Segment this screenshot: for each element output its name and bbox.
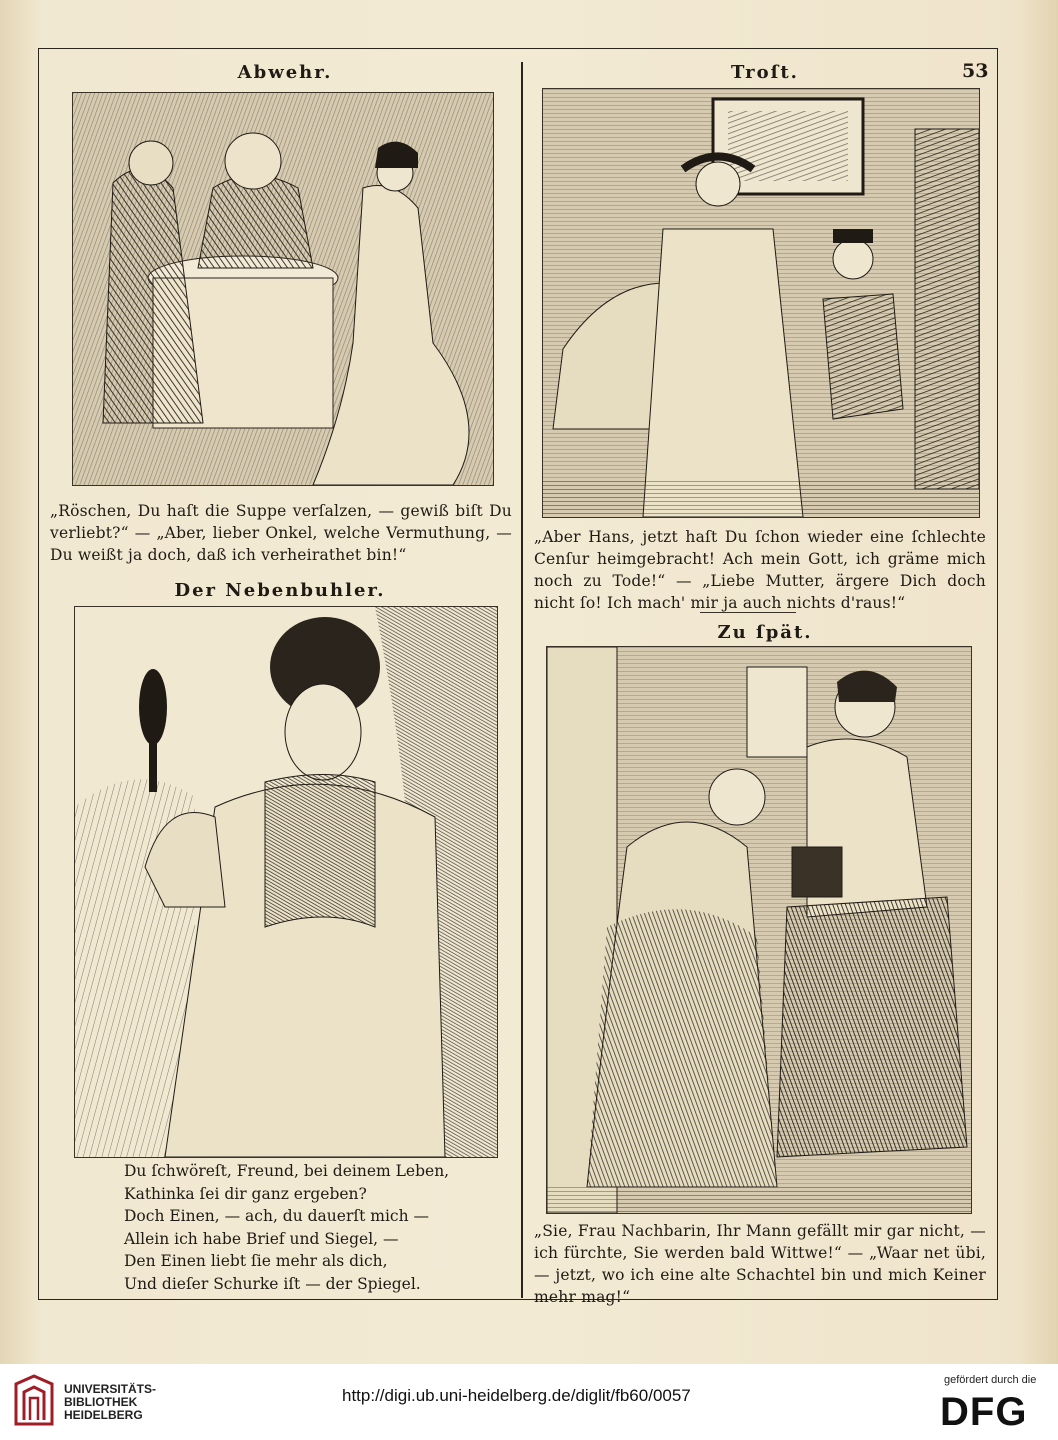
engraving-neighbors-scene (546, 646, 972, 1214)
title-abwehr: Abwehr. (237, 62, 333, 83)
caption-zuspaet: „Sie, Frau Nachbarin, Ihr Mann gefällt mir gar nicht, — ich fürchte, Sie werden bald Wittwe!“ — „Waar net übi, — jetzt, wo ich eine alte Schachtel bin und mich Keiner mehr mag!“ (534, 1222, 986, 1306)
verse-line: Den Einen liebt ſie mehr als dich, (124, 1252, 388, 1270)
library-name-line: UNIVERSITÄTS- (64, 1382, 157, 1396)
title-nebenbuhler: Der Nebenbuhler. (174, 580, 386, 601)
library-name-line: HEIDELBERG (64, 1408, 143, 1422)
verse-line: Du ſchwöreſt, Freund, bei deinem Leben, (124, 1162, 450, 1180)
caption-trost: „Aber Hans, jetzt haſt Du ſchon wieder eine ſchlechte Cenſur heimgebracht! Ach mein Gott, ich gräme mich noch zu Tode!“ — „Liebe Mutter, ärgere Dich doch nicht ſo! Ich mach' mir ja auch nichts d'raus!“ (534, 528, 986, 612)
dfg-logo: DFG (940, 1390, 1028, 1434)
verse-line: Kathinka ſei dir ganz ergeben? (124, 1184, 367, 1203)
document-url-link[interactable]: http://digi.ub.uni-heidelberg.de/diglit/fb60/0057 (342, 1386, 691, 1405)
library-name (64, 1383, 156, 1422)
engraving-dinner-scene (72, 92, 494, 486)
title-zuspaet: Zu ſpät. (717, 622, 813, 643)
engraving-woman-with-mirror (74, 606, 498, 1158)
library-name-line: BIBLIOTHEK (64, 1395, 138, 1409)
caption-abwehr: „Röschen, Du haſt die Suppe verſalzen, — gewiß biſt Du verliebt?“ — „Aber, lieber Onkel, welche Vermuthung, — Du weißt ja doch, daß ich verheirathet bin!“ (50, 502, 512, 564)
page-number: 53 (962, 60, 989, 82)
verse-line: Und dieſer Schurke iſt — der Spiegel. (124, 1274, 421, 1293)
section-rule (700, 612, 796, 613)
title-trost: Troſt. (731, 62, 799, 83)
engraving-mother-son-scene (542, 88, 980, 518)
column-divider (521, 62, 523, 1298)
verse-line: Doch Einen, — ach, du dauerſt mich — (124, 1207, 429, 1225)
verse-nebenbuhler (124, 1160, 504, 1295)
viewer-footer (0, 1364, 1058, 1440)
university-library-logo-icon (10, 1374, 58, 1430)
verse-line: Allein ich habe Brief und Siegel, — (124, 1229, 399, 1248)
funding-note: gefördert durch die (944, 1374, 1037, 1386)
